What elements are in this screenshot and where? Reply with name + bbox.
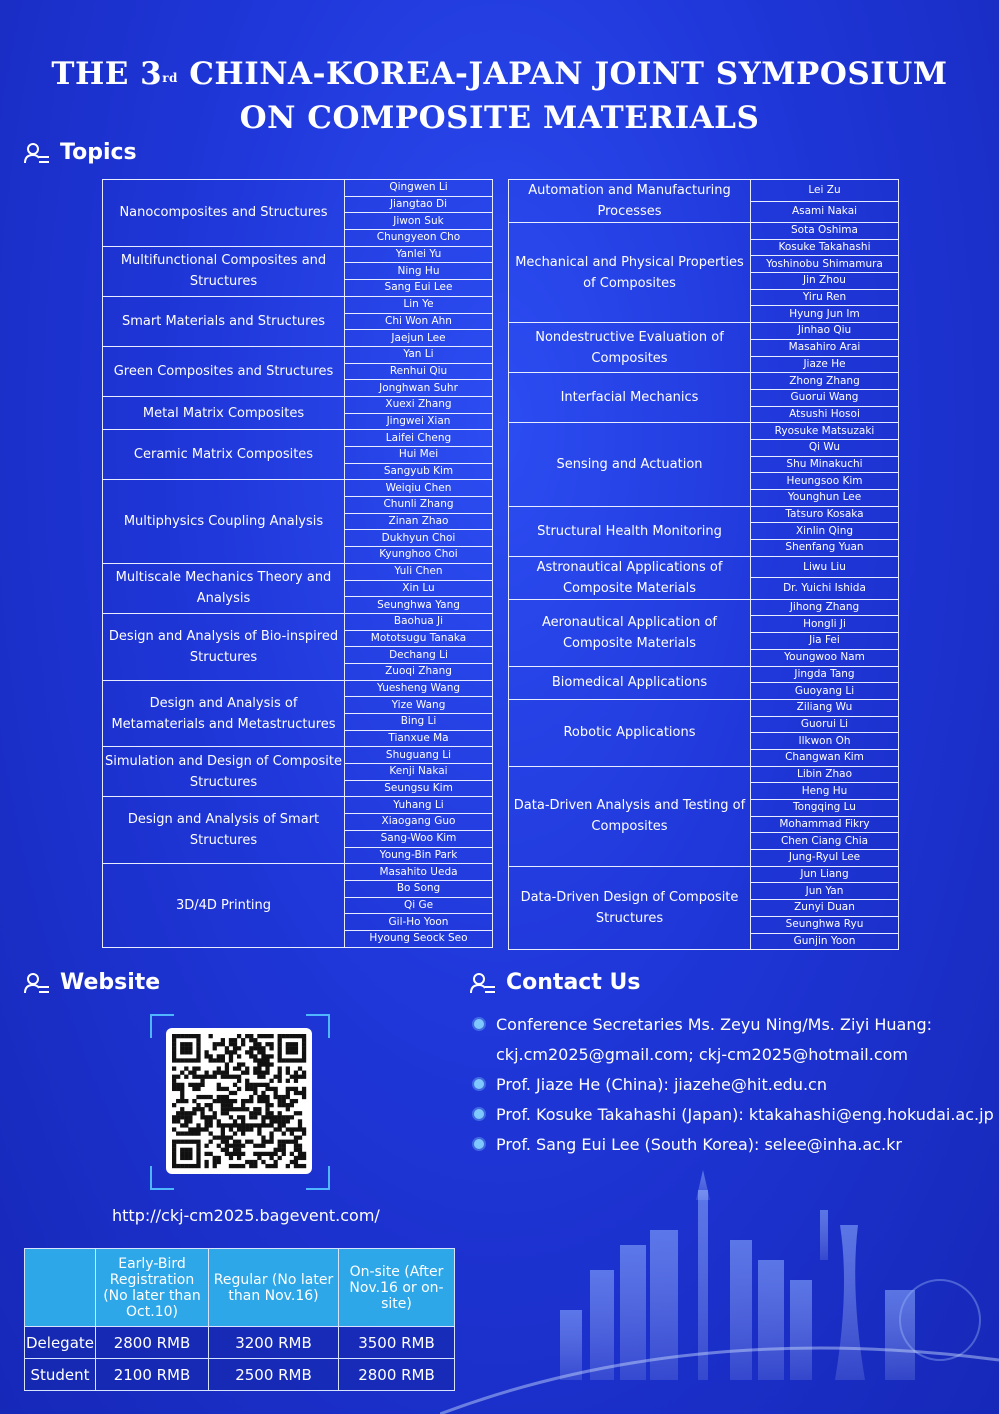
fees-category: Delegate (25, 1327, 96, 1359)
speaker-name: Seunghwa Yang (345, 597, 493, 614)
qr-code[interactable] (166, 1028, 312, 1174)
topic-label: Mechanical and Physical Properties of Composites (509, 223, 751, 323)
topic-row (509, 766, 899, 783)
speaker-name: Yan Li (345, 346, 493, 363)
fees-cell: 3500 RMB (339, 1327, 455, 1359)
topic-label: Nanocomposites and Structures (103, 180, 345, 247)
contact-line[interactable]: Prof. Jiaze He (China): jiazehe@hit.edu.cn (496, 1075, 827, 1094)
speaker-name: Hyung Jun Im (751, 306, 899, 323)
speaker-name: Tatsuro Kosaka (751, 506, 899, 523)
speaker-name: Zinan Zhao (345, 513, 493, 530)
speaker-name: Dr. Yuichi Ishida (751, 578, 899, 600)
speaker-name: Kyunghoo Choi (345, 547, 493, 564)
speaker-name: Lei Zu (751, 180, 899, 202)
speaker-name: Kosuke Takahashi (751, 239, 899, 256)
speaker-name: Gunjin Yoon (751, 933, 899, 950)
speaker-name: Yoshinobu Shimamura (751, 256, 899, 273)
speaker-name: Jin Zhou (751, 273, 899, 290)
speaker-name: Jingda Tang (751, 666, 899, 683)
topic-label: Nondestructive Evaluation of Composites (509, 323, 751, 373)
topic-row (103, 346, 493, 363)
speaker-name: Mohammad Fikry (751, 816, 899, 833)
topic-row (509, 180, 899, 202)
speaker-name: Yanlei Yu (345, 246, 493, 263)
topic-row (509, 666, 899, 683)
speaker-name: Jaejun Lee (345, 330, 493, 347)
speaker-name: Dechang Li (345, 647, 493, 664)
topic-label: Aeronautical Application of Composite Materials (509, 599, 751, 666)
topic-label: Design and Analysis of Metamaterials and Metastructures (103, 680, 345, 747)
speaker-name: Liwu Liu (751, 556, 899, 578)
topic-label: Sensing and Actuation (509, 423, 751, 506)
contact-item-japan (472, 1100, 994, 1130)
speaker-name: Yuli Chen (345, 563, 493, 580)
speaker-name: Jun Liang (751, 866, 899, 883)
speaker-name: Zhong Zhang (751, 373, 899, 390)
speaker-name: Youngwoo Nam (751, 649, 899, 666)
title-line-2: ON COMPOSITE MATERIALS (239, 100, 760, 136)
topic-label: Ceramic Matrix Composites (103, 430, 345, 480)
speaker-name: Chi Won Ahn (345, 313, 493, 330)
fees-header-regular: Regular (No later than Nov.16) (209, 1249, 339, 1327)
topic-label: Interfacial Mechanics (509, 373, 751, 423)
speaker-name: Chungyeon Cho (345, 230, 493, 247)
speaker-name: Sota Oshima (751, 223, 899, 240)
speaker-name: Seunghwa Ryu (751, 916, 899, 933)
speaker-name: Shenfang Yuan (751, 540, 899, 557)
fees-header-onsite: On-site (After Nov.16 or on-site) (339, 1249, 455, 1327)
speaker-name: Yize Wang (345, 697, 493, 714)
speaker-name: Jiangtao Di (345, 196, 493, 213)
speaker-name: Jia Fei (751, 633, 899, 650)
speaker-name: Qingwen Li (345, 180, 493, 197)
fees-cell: 2800 RMB (96, 1327, 209, 1359)
fees-cell: 3200 RMB (209, 1327, 339, 1359)
people-icon (24, 972, 50, 994)
speaker-name: Xiaogang Guo (345, 814, 493, 831)
topic-row (509, 699, 899, 716)
speaker-name: Qi Wu (751, 439, 899, 456)
contact-emails[interactable]: ckj.cm2025@gmail.com; ckj-cm2025@hotmail.com (496, 1045, 908, 1064)
speaker-name: Jinhao Qiu (751, 323, 899, 340)
speaker-name: Jonghwan Suhr (345, 380, 493, 397)
topic-row (103, 680, 493, 697)
people-icon (470, 972, 496, 994)
speaker-name: Ryosuke Matsuzaki (751, 423, 899, 440)
topic-label: Metal Matrix Composites (103, 396, 345, 429)
speaker-name: Zuoqi Zhang (345, 663, 493, 680)
contact-item-china (472, 1070, 994, 1100)
website-heading (24, 970, 160, 995)
speaker-name: Younghun Lee (751, 490, 899, 507)
fees-cell: 2500 RMB (209, 1359, 339, 1391)
speaker-name: Yuhang Li (345, 797, 493, 814)
speaker-name: Weiqiu Chen (345, 480, 493, 497)
speaker-name: Mototsugu Tanaka (345, 630, 493, 647)
speaker-name: Hui Mei (345, 447, 493, 464)
speaker-name: Jiwon Suk (345, 213, 493, 230)
speaker-name: Chunli Zhang (345, 497, 493, 514)
topic-label: Data-Driven Analysis and Testing of Composites (509, 766, 751, 866)
speaker-name: Tianxue Ma (345, 730, 493, 747)
topic-row (103, 480, 493, 497)
speaker-name: Sangyub Kim (345, 463, 493, 480)
topic-label: Simulation and Design of Composite Structures (103, 747, 345, 797)
speaker-name: Jihong Zhang (751, 599, 899, 616)
speaker-name: Laifei Cheng (345, 430, 493, 447)
fees-header-blank (25, 1249, 96, 1327)
fees-row-student (25, 1359, 455, 1391)
title-line-1: THE 3rd CHINA-KOREA-JAPAN JOINT SYMPOSIUM (51, 56, 948, 92)
topic-label: 3D/4D Printing (103, 864, 345, 947)
speaker-name: Heungsoo Kim (751, 473, 899, 490)
speaker-name: Tongqing Lu (751, 800, 899, 817)
topic-row (103, 396, 493, 413)
city-skyline-illustration (440, 1170, 999, 1414)
topic-row (509, 323, 899, 340)
fees-cell: 2100 RMB (96, 1359, 209, 1391)
speaker-name: Changwan Kim (751, 749, 899, 766)
topic-row (509, 556, 899, 578)
contact-item-secretaries (472, 1010, 994, 1040)
topic-label: Green Composites and Structures (103, 346, 345, 396)
speaker-name: Renhui Qiu (345, 363, 493, 380)
speaker-name: Shu Minakuchi (751, 456, 899, 473)
website-heading-label: Website (60, 970, 161, 995)
topic-row (103, 246, 493, 263)
contact-heading (470, 970, 640, 995)
fees-header-early-bird: Early-Bird Registration (No later than Oct.10) (96, 1249, 209, 1327)
fees-cell: 2800 RMB (339, 1359, 455, 1391)
speaker-name: Guoyang Li (751, 683, 899, 700)
speaker-name: Bing Li (345, 714, 493, 731)
topic-row (103, 797, 493, 814)
speaker-name: Guorui Li (751, 716, 899, 733)
topic-row (509, 373, 899, 390)
speaker-name: Shuguang Li (345, 747, 493, 764)
speaker-name: Bo Song (345, 880, 493, 897)
topic-label: Structural Health Monitoring (509, 506, 751, 556)
speaker-name: Jun Yan (751, 883, 899, 900)
topic-row (103, 563, 493, 580)
contact-heading-label: Contact Us (506, 970, 641, 995)
bullet-icon (474, 1019, 484, 1029)
speaker-name: Xin Lu (345, 580, 493, 597)
topic-label: Design and Analysis of Bio-inspired Structures (103, 613, 345, 680)
poster-title (0, 52, 999, 140)
contact-list (472, 1010, 994, 1160)
bullet-icon (474, 1079, 484, 1089)
people-icon (24, 142, 50, 164)
topic-row (509, 866, 899, 883)
speaker-name: Ziliang Wu (751, 699, 899, 716)
speaker-name: Jung-Ryul Lee (751, 850, 899, 867)
topic-label: Automation and Manufacturing Processes (509, 180, 751, 223)
bullet-icon (474, 1109, 484, 1119)
speaker-name: Xinlin Qing (751, 523, 899, 540)
speaker-name: Libin Zhao (751, 766, 899, 783)
speaker-name: Seungsu Kim (345, 780, 493, 797)
topic-label: Design and Analysis of Smart Structures (103, 797, 345, 864)
speaker-name: Hongli Ji (751, 616, 899, 633)
speaker-name: Sang-Woo Kim (345, 830, 493, 847)
topic-row (103, 864, 493, 881)
speaker-name: Chen Ciang Chia (751, 833, 899, 850)
contact-line[interactable]: Prof. Kosuke Takahashi (Japan): ktakahashi@eng.hokudai.ac.jp (496, 1105, 994, 1124)
speaker-name: Baohua Ji (345, 613, 493, 630)
topic-label: Smart Materials and Structures (103, 296, 345, 346)
topic-row (509, 599, 899, 616)
speaker-name: Ilkwon Oh (751, 733, 899, 750)
contact-line: Conference Secretaries Ms. Zeyu Ning/Ms. Ziyi Huang: (496, 1015, 933, 1034)
bullet-icon (474, 1139, 484, 1149)
speaker-name: Sang Eui Lee (345, 280, 493, 297)
topic-label: Multifunctional Composites and Structures (103, 246, 345, 296)
speaker-name: Lin Ye (345, 296, 493, 313)
topic-row (103, 613, 493, 630)
speaker-name: Guorui Wang (751, 389, 899, 406)
speaker-name: Jingwei Xian (345, 413, 493, 430)
speaker-name: Kenji Nakai (345, 764, 493, 781)
website-url[interactable]: http://ckj-cm2025.bagevent.com/ (112, 1206, 380, 1225)
speaker-name: Gil-Ho Yoon (345, 914, 493, 931)
topics-heading-label: Topics (60, 140, 137, 165)
topic-row (509, 223, 899, 240)
speaker-name: Asami Nakai (751, 201, 899, 223)
topic-row (103, 747, 493, 764)
fees-row-delegate (25, 1327, 455, 1359)
topic-label: Data-Driven Design of Composite Structures (509, 866, 751, 949)
speaker-name: Masahito Ueda (345, 864, 493, 881)
fees-category: Student (25, 1359, 96, 1391)
speaker-name: Dukhyun Choi (345, 530, 493, 547)
speaker-name: Young-Bin Park (345, 847, 493, 864)
topics-table-left (102, 179, 493, 948)
topic-row (509, 423, 899, 440)
speaker-name: Qi Ge (345, 897, 493, 914)
speaker-name: Ning Hu (345, 263, 493, 280)
speaker-name: Xuexi Zhang (345, 396, 493, 413)
topic-row (103, 296, 493, 313)
speaker-name: Masahiro Arai (751, 339, 899, 356)
speaker-name: Yiru Ren (751, 289, 899, 306)
contact-line[interactable]: Prof. Sang Eui Lee (South Korea): selee@inha.ac.kr (496, 1135, 902, 1154)
registration-fees-table (24, 1248, 455, 1391)
topic-row (509, 506, 899, 523)
topic-label: Multiphysics Coupling Analysis (103, 480, 345, 563)
topics-heading (24, 140, 137, 165)
contact-item-korea (472, 1130, 994, 1160)
topic-row (103, 180, 493, 197)
topic-label: Robotic Applications (509, 699, 751, 766)
speaker-name: Yuesheng Wang (345, 680, 493, 697)
speaker-name: Heng Hu (751, 783, 899, 800)
topic-label: Multiscale Mechanics Theory and Analysis (103, 563, 345, 613)
speaker-name: Zunyi Duan (751, 900, 899, 917)
speaker-name: Atsushi Hosoi (751, 406, 899, 423)
topic-label: Biomedical Applications (509, 666, 751, 699)
speaker-name: Jiaze He (751, 356, 899, 373)
topics-table-right (508, 179, 899, 950)
speaker-name: Hyoung Seock Seo (345, 930, 493, 947)
topic-row (103, 430, 493, 447)
topic-label: Astronautical Applications of Composite Materials (509, 556, 751, 599)
